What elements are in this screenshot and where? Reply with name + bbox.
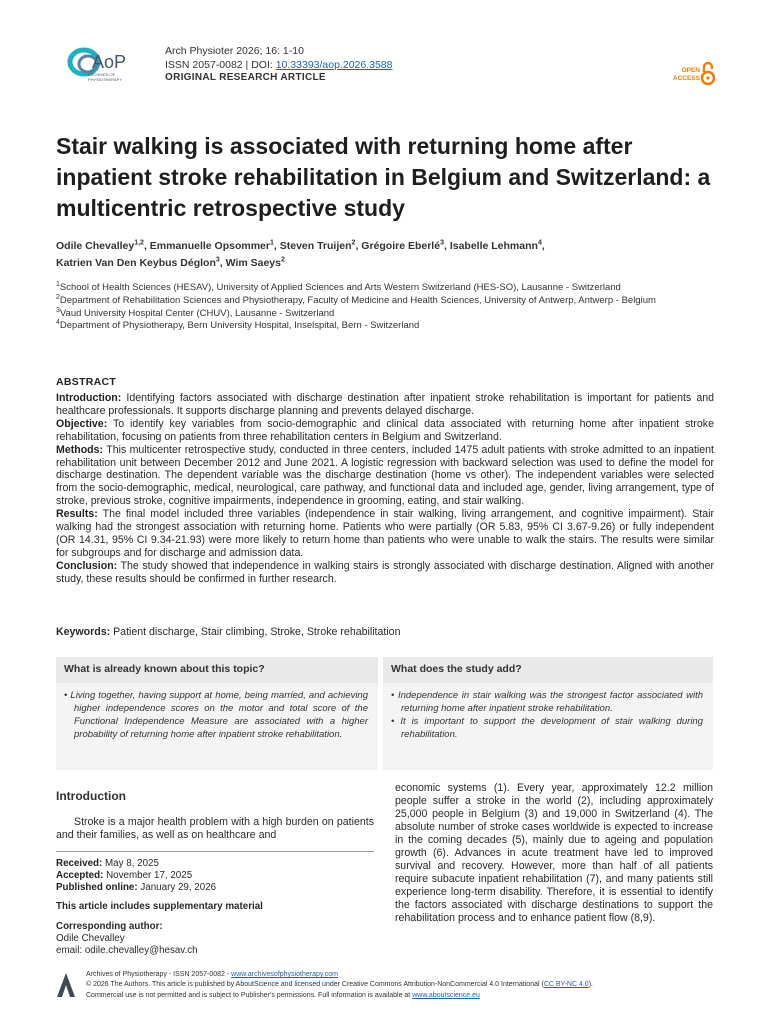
- box-bullet-item: • Independence in stair walking was the strongest factor associated with returning home after inpatient stroke rehabilitation.: [391, 689, 703, 715]
- known-box: [56, 657, 378, 770]
- accepted-date: [56, 870, 374, 882]
- svg-text:ARCHIVES OF: ARCHIVES OF: [88, 72, 116, 77]
- author-name: Grégoire Eberlé: [361, 240, 441, 252]
- svg-text:PHYSIOTHERAPY: PHYSIOTHERAPY: [88, 77, 123, 82]
- corresponding-email[interactable]: email: odile.chevalley@hesav.ch: [56, 945, 198, 956]
- affiliation-text: Department of Rehabilitation Sciences and Physiotherapy, Faculty of Medicine and Health Sciences, University of Antwerp, Antwerp - Belgium: [59, 294, 656, 306]
- abstract-section: [56, 418, 714, 444]
- author-name: Emmanuelle Opsommer: [149, 240, 270, 252]
- footer-license: © 2026 The Authors. This article is published by AboutScience and licensed under Creative Commons Attribution-NonCommercial 4.0 International (: [86, 981, 544, 989]
- doi-link[interactable]: 10.33393/aop.2026.3588: [275, 59, 393, 71]
- svg-text:AoP: AoP: [92, 52, 127, 72]
- abstract-section-text: Identifying factors associated with discharge destination after inpatient stroke rehabilitation is important for patients and healthcare professionals. It supports discharge planning and prevents delayed discharge.: [56, 392, 714, 417]
- abstract-section-label: Results:: [56, 508, 98, 521]
- adds-box-list: [383, 683, 713, 770]
- corresponding-label: Corresponding author:: [56, 921, 163, 932]
- footer-line-1: [86, 970, 726, 980]
- footer-line-3: [86, 991, 726, 1001]
- known-box-heading: What is already known about this topic?: [56, 657, 378, 683]
- published-label: Published online:: [56, 882, 138, 893]
- abstract-section-text: This multicenter retrospective study, conducted in three centers, included 1475 adult patients with stroke admitted to an inpatient rehabilitation unit between December 2012 and June 2021. A logistic regression with backward selection was used to define the model for discharge destination. The dependent variable was the discharge destination (home vs other). The independent variables were selected from the socio-demographic, medical, neurological, care pathway, and functional data and included age, gender, living arrangement, type of stroke, previous stroke, cognitive impairments, independence in grooming, eating, and stair walking.: [56, 443, 714, 508]
- affiliation-text: School of Health Sciences (HESAV), University of Applied Sciences and Arts Western Switzerland (HES-SO), Lausanne - Switzerland: [59, 282, 621, 293]
- author-name: Katrien Van Den Keybus Déglon: [56, 257, 216, 269]
- adds-box: [383, 657, 713, 770]
- intro-right-column: economic systems (1). Every year, approximately 12.2 million people suffer a stroke in the world (2), including approximately 25,000 people in Belgium (3) and 19,000 in Switzerland (4). The absolute number of stroke cases worldwide is expected to increase in the coming decades (5), mainly due to ageing and population growth (6). Advances in acute treatment have led to improved survival and recovery. However, more than half of all patients require subacute inpatient rehabilitation (7), and many patients still experience long-term disability. Therefore, it is essential to identify the factors associated with discharge destinations to support the rehabilitation process and to enhance patient flow (8,9).: [395, 782, 713, 924]
- open-lock-icon: [701, 60, 715, 86]
- box-bullet-item: • Living together, having support at home, being married, and achieving higher independence scores on the motor and total score of the Functional Independence Measure are associated with a higher probability of returning home after inpatient stroke rehabilitation.: [64, 689, 368, 741]
- affiliation-item: [56, 295, 656, 308]
- author-affiliation-number: 1,2: [134, 239, 144, 247]
- open-access-text: OPEN: [681, 67, 700, 74]
- affiliations: [56, 282, 716, 333]
- abstract-section-label: Introduction:: [56, 392, 122, 404]
- journal-logo: [66, 42, 146, 86]
- author-affiliation-number: 3: [440, 239, 444, 247]
- affiliation-item: [56, 320, 716, 333]
- citation-line: Arch Physioter 2026; 16: 1-10: [165, 45, 304, 57]
- author-name: Isabelle Lehmann: [449, 240, 538, 252]
- abstract-section-text: The final model included three variables (independence in stair walking, living arrangement, and cognitive impairment). Stair walking had the strongest association with returning home. Patients who were partially (OR 5.83, 95% CI 3.67-9.26) or fully independent (OR 14.31, 95% CI 9.34-21.93) were more likely to return home than patients who were unable to walk the stairs. The results were similar for subgroups and for discharge and admission data.: [56, 508, 714, 559]
- corresponding-name: Odile Chevalley: [56, 933, 125, 944]
- author-affiliation-number: 2: [280, 256, 285, 264]
- keywords-label: Keywords:: [56, 626, 111, 638]
- abstract-section: [56, 508, 714, 560]
- author-name: Wim Saeys: [225, 257, 281, 269]
- abstract-section-label: Objective:: [56, 417, 108, 430]
- abstract-section-label: Methods:: [56, 443, 104, 456]
- abstract-section-text: To identify key variables from socio-demographic and clinical data associated with returning home after inpatient stroke rehabilitation, focusing on patients from three rehabilitation centers in Belgium and Switzerland.: [56, 417, 714, 443]
- divider: [56, 851, 374, 852]
- journal-citation: [165, 44, 393, 72]
- affiliation-item: [56, 308, 716, 321]
- issn-text: ISSN 2057-0082 | DOI:: [165, 59, 276, 71]
- article-title: Stair walking is associated with returning home after inpatient stroke rehabilitation in Belgium and Switzerland: a multicentric retrospective study: [56, 133, 711, 221]
- abstract-section-label: Conclusion:: [56, 559, 118, 572]
- supplementary-note: This article includes supplementary material: [56, 901, 263, 912]
- affiliation-text: Vaud University Hospital Center (CHUV), Lausanne - Switzerland: [59, 307, 335, 319]
- received-value: May 8, 2025: [102, 858, 159, 869]
- known-box-list: [56, 683, 378, 770]
- author-list: Odile Chevalley$^{1,2}$, Emmanuelle Opsommer$^1$, Steven Truijen$^2$, Grégoire Eberlé$^3$, Isabelle Lehmann$^4$, Katrien Van Den Keybus Déglon$^3$, Wim Saeys$^2$: [56, 239, 545, 269]
- author-name: Odile Chevalley: [56, 240, 135, 252]
- abstract-section-text: The study showed that independence in walking stairs is strongly associated with discharge destination. Aligned with another study, these results should be confirmed in further research.: [56, 559, 714, 585]
- affiliation-text: Department of Physiotherapy, Bern University Hospital, Inselspital, Bern - Switzerland: [59, 320, 420, 332]
- box-bullet-item: • It is important to support the development of stair walking during rehabilitation.: [391, 715, 703, 741]
- abstract-body: [56, 392, 714, 586]
- journal-website-link[interactable]: www.archivesofphysiotherapy.com: [231, 971, 338, 978]
- affiliation-number: 2: [56, 293, 60, 301]
- author-name: Steven Truijen: [279, 240, 352, 252]
- published-date: [56, 882, 374, 894]
- abstract-section: [56, 560, 714, 586]
- affiliation-number: 3: [56, 306, 60, 314]
- footer-permissions: Commercial use is not permitted and is subject to Publisher's permissions. Full information is available at: [86, 991, 413, 999]
- abstract-section: [56, 392, 714, 418]
- article-type: ORIGINAL RESEARCH ARTICLE: [165, 72, 326, 83]
- accepted-value: November 17, 2025: [103, 870, 193, 881]
- summary-boxes: [56, 657, 713, 770]
- keywords: [56, 626, 714, 638]
- adds-box-heading: What does the study add?: [383, 657, 713, 683]
- received-label: Received:: [56, 858, 103, 869]
- issn-doi-line: [165, 58, 393, 72]
- publisher-logo-icon: [56, 972, 76, 998]
- footer-journal: Archives of Physiotherapy - ISSN 2057-0082 -: [86, 971, 232, 978]
- author-affiliation-number: 4: [537, 239, 542, 247]
- accepted-label: Accepted:: [56, 870, 104, 881]
- author-affiliation-number: 3: [215, 256, 220, 264]
- affiliation-number: 4: [56, 319, 60, 327]
- open-access-badge: [670, 58, 722, 90]
- page-footer: [86, 970, 726, 1001]
- affiliation-item: [56, 282, 716, 295]
- affiliation-number: 1: [56, 280, 60, 288]
- article-metadata: [56, 858, 374, 957]
- abstract-heading: ABSTRACT: [56, 376, 117, 388]
- publisher-website-link[interactable]: www.aboutscience.eu: [412, 991, 480, 999]
- footer-line-2: [86, 980, 726, 990]
- open-access-text-2: ACCESS: [672, 75, 700, 82]
- keywords-text: Patient discharge, Stair climbing, Stroke, Stroke rehabilitation: [110, 626, 401, 638]
- footer-license-end: ).: [588, 981, 593, 989]
- intro-left-column: Stroke is a major health problem with a high burden on patients and their families, as well as on healthcare and: [56, 816, 374, 841]
- license-link[interactable]: CC BY-NC 4.0: [543, 981, 589, 989]
- published-value: January 29, 2026: [137, 882, 217, 893]
- author-affiliation-number: 1: [270, 239, 274, 247]
- introduction-heading: Introduction: [56, 789, 126, 803]
- received-date: [56, 858, 374, 870]
- abstract-section: [56, 444, 714, 509]
- author-affiliation-number: 2: [351, 239, 356, 247]
